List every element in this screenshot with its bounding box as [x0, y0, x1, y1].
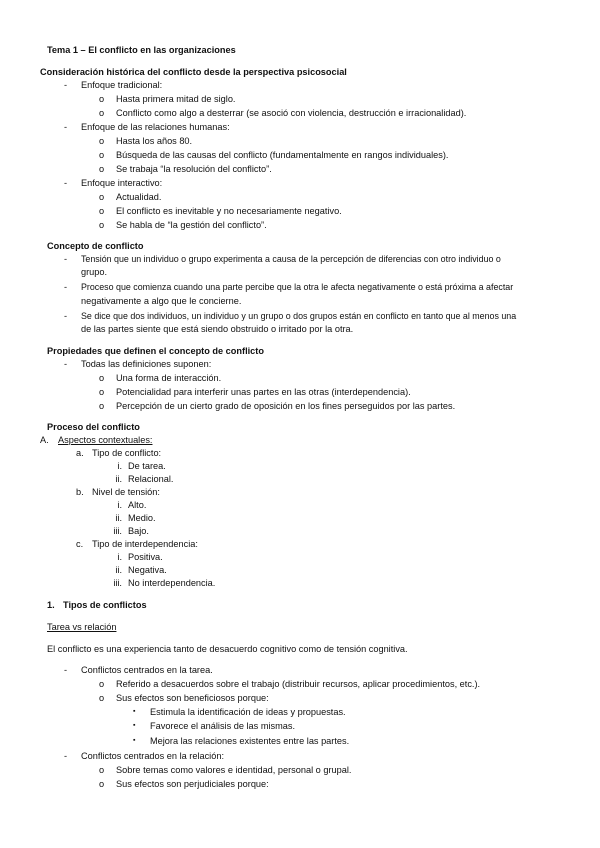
list-item: Mejora las relaciones existentes entre las partes. [150, 736, 350, 746]
list-item: Búsqueda de las causas del conflicto (fundamentalmente en rangos individuales). [116, 150, 449, 160]
list-item: Potencialidad para interferir unas partes en las otras (interdependencia). [116, 387, 411, 397]
subheading-task-vs-relation: Tarea vs relación [47, 622, 117, 632]
list-item: Conflictos centrados en la tarea. [81, 665, 213, 675]
list-item: No interdependencia. [128, 578, 216, 588]
square-bullet: ▪ [133, 737, 136, 744]
circle-bullet: o [99, 108, 105, 118]
list-item: Positiva. [128, 552, 163, 562]
paragraph-line: Se dice que dos individuos, un individuo y un grupo o dos grupos están en conflicto en tanto que al menos una [81, 311, 517, 321]
list-item: Alto. [128, 500, 147, 510]
list-item: Relacional. [128, 474, 174, 484]
circle-bullet: o [99, 150, 105, 160]
square-bullet: ▪ [133, 722, 136, 729]
dash-bullet: - [64, 359, 68, 369]
list-item: Favorece el análisis de las mismas. [150, 721, 296, 731]
dash-bullet: - [64, 254, 68, 264]
paragraph: El conflicto es una experiencia tanto de desacuerdo cognitivo como de tensión cognitiva. [47, 644, 408, 654]
list-item: Enfoque de las relaciones humanas: [81, 122, 230, 132]
list-marker: A. [40, 435, 49, 445]
list-item: Se habla de “la gestión del conflicto”. [116, 220, 267, 230]
circle-bullet: o [99, 94, 105, 104]
dash-bullet: - [64, 282, 68, 292]
circle-bullet: o [99, 206, 105, 216]
dash-bullet: - [64, 751, 68, 761]
list-item: Sobre temas como valores e identidad, personal o grupal. [116, 765, 352, 775]
list-item: Negativa. [128, 565, 167, 575]
list-item: Se trabaja “la resolución del conflicto”. [116, 164, 272, 174]
section-heading-properties: Propiedades que definen el concepto de conflicto [47, 346, 264, 356]
section-heading-history: Consideración histórica del conflicto desde la perspectiva psicosocial [40, 67, 347, 77]
list-item: Estimula la identificación de ideas y propuestas. [150, 707, 346, 717]
list-marker: b. [76, 487, 84, 497]
document-title: Tema 1 – El conflicto en las organizaciones [47, 45, 236, 55]
roman-marker: i. [117, 552, 122, 562]
dash-bullet: - [64, 665, 68, 675]
list-item: Enfoque tradicional: [81, 80, 163, 90]
roman-marker: iii. [113, 526, 122, 536]
list-item: Tipo de conflicto: [92, 448, 162, 458]
list-item: Todas las definiciones suponen: [81, 359, 212, 369]
list-item: Sus efectos son beneficiosos porque: [116, 693, 269, 703]
circle-bullet: o [99, 401, 105, 411]
roman-marker: i. [117, 500, 122, 510]
list-item: El conflicto es inevitable y no necesariamente negativo. [116, 206, 342, 216]
roman-marker: ii. [115, 565, 122, 575]
square-bullet: ▪ [133, 708, 136, 715]
list-item: Referido a desacuerdos sobre el trabajo (distribuir recursos, aplicar procedimientos, etc.). [116, 679, 481, 689]
circle-bullet: o [99, 373, 105, 383]
circle-bullet: o [99, 192, 105, 202]
circle-bullet: o [99, 765, 105, 775]
list-item: Hasta primera mitad de siglo. [116, 94, 236, 104]
circle-bullet: o [99, 164, 105, 174]
circle-bullet: o [99, 679, 105, 689]
roman-marker: i. [117, 461, 122, 471]
list-item: Bajo. [128, 526, 149, 536]
section-heading-process: Proceso del conflicto [47, 422, 140, 432]
list-item: Percepción de un cierto grado de oposición en los fines perseguidos por las partes. [116, 401, 456, 411]
list-item: Actualidad. [116, 192, 162, 202]
roman-marker: ii. [115, 513, 122, 523]
list-item: Aspectos contextuales: [58, 435, 153, 445]
circle-bullet: o [99, 220, 105, 230]
roman-marker: iii. [113, 578, 122, 588]
circle-bullet: o [99, 387, 105, 397]
roman-marker: ii. [115, 474, 122, 484]
list-item: Enfoque interactivo: [81, 178, 163, 188]
section-heading-concept: Concepto de conflicto [47, 241, 144, 251]
list-item: Conflictos centrados en la relación: [81, 751, 224, 761]
paragraph-line: Proceso que comienza cuando una parte percibe que la otra le afecta negativamente o está próxima a afectar [81, 282, 514, 292]
list-item: Una forma de interacción. [116, 373, 222, 383]
dash-bullet: - [64, 80, 68, 90]
section-number: 1. [47, 600, 55, 610]
list-item: Hasta los años 80. [116, 136, 193, 146]
section-heading-types: Tipos de conflictos [63, 600, 147, 610]
circle-bullet: o [99, 779, 105, 789]
dash-bullet: - [64, 311, 68, 321]
list-item: Nivel de tensión: [92, 487, 160, 497]
circle-bullet: o [99, 136, 105, 146]
circle-bullet: o [99, 693, 105, 703]
list-item: Conflicto como algo a desterrar (se asoció con violencia, destrucción e irracionalidad). [116, 108, 467, 118]
paragraph-line: negativamente a algo que le concierne. [81, 296, 242, 306]
dash-bullet: - [64, 178, 68, 188]
paragraph-line: Tensión que un individuo o grupo experimenta a causa de la percepción de diferencias con otro individuo o [81, 254, 501, 264]
list-marker: c. [76, 539, 84, 549]
list-marker: a. [76, 448, 84, 458]
paragraph-line: de las partes siente que está siendo obstruido o irritado por la otra. [81, 324, 354, 334]
dash-bullet: - [64, 122, 68, 132]
paragraph-line: grupo. [81, 267, 108, 277]
list-item: Medio. [128, 513, 156, 523]
list-item: Sus efectos son perjudiciales porque: [116, 779, 269, 789]
list-item: De tarea. [128, 461, 166, 471]
list-item: Tipo de interdependencia: [92, 539, 198, 549]
